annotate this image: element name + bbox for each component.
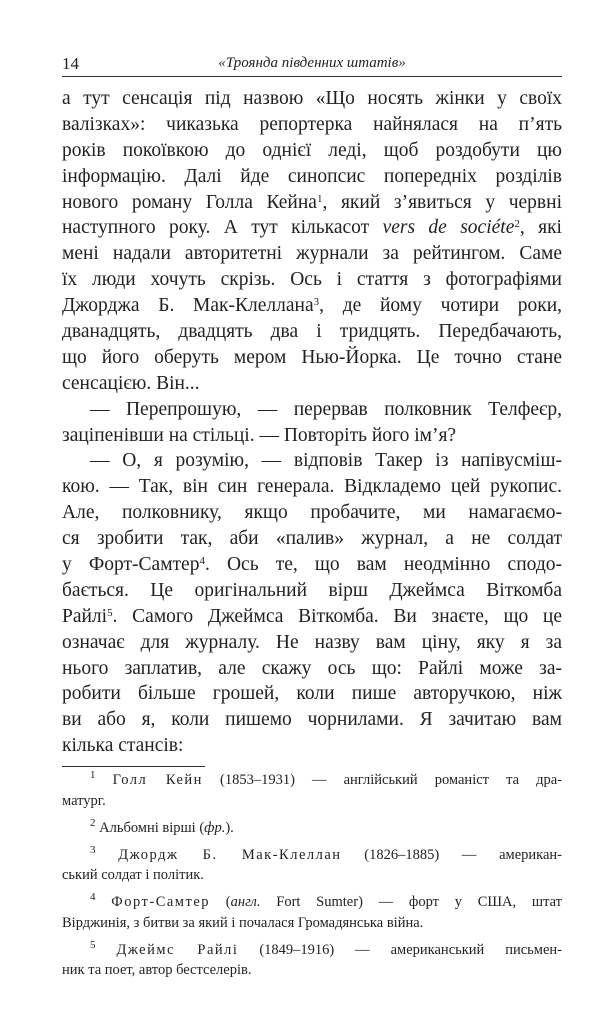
text-line: [62, 500, 562, 526]
footnote-marker: 2: [514, 218, 520, 231]
text-line: [62, 656, 562, 682]
footnote-line: [62, 865, 562, 886]
text-line: [62, 215, 562, 241]
page-header: [62, 54, 562, 77]
italic-text: англ.: [230, 894, 261, 910]
text-run: ся зробити так, аби «палив» журнал, а не солдат: [62, 528, 562, 550]
text-run: , який з’явиться у червні: [322, 191, 562, 213]
footnote-marker: 5: [90, 938, 96, 951]
text-run: [96, 847, 119, 863]
text-run: робити більше грошей, коли пише авторучкою, ніж: [62, 683, 562, 705]
text-run: а тут сенсація під назвою «Що носять жінки у своїх: [62, 88, 562, 109]
text-line: [62, 552, 562, 578]
text-run: кою. — Так, він син генерала. Відкладемо цей рукопис.: [62, 476, 562, 498]
text-line: [62, 630, 562, 656]
text-line: [62, 164, 562, 190]
footnote-marker: 3: [313, 296, 320, 309]
text-run: (1849–1916) — американський письмен-: [238, 941, 562, 958]
text-run: Fort Sumter) — форт у США, штат: [260, 894, 562, 910]
footnote-line: [62, 960, 562, 981]
text-run: матург.: [62, 792, 106, 809]
text-line: [62, 112, 562, 138]
text-run: Але, полковнику, якщо пробачите, ми намагаємо-: [62, 502, 562, 524]
italic-text: vers de sociéte: [382, 217, 515, 239]
text-run: (1853–1931) — англійський романіст та дра-: [202, 772, 563, 788]
running-title: «Троянда південних штатів»: [218, 55, 406, 71]
text-run: сенсацією. Він...: [62, 372, 200, 394]
text-line: [62, 319, 562, 345]
text-line: [62, 86, 562, 112]
text-run: Форт-Самтер: [111, 894, 211, 910]
text-run: . Ось те, що вам неодмінно сподо-: [204, 554, 562, 576]
text-run: нового роману Голла Кейна: [62, 191, 317, 213]
text-run: їх люди хочуть скрізь. Ось і стаття з фотографіями: [62, 269, 562, 291]
text-run: дванадцять, двадцять два і тридцять. Передбачають,: [62, 321, 562, 343]
footnote-marker: 4: [90, 891, 96, 903]
text-line: [62, 138, 562, 164]
text-line: [62, 448, 562, 474]
text-run: , які: [519, 217, 562, 239]
footnote-marker: 1: [316, 192, 323, 205]
text-run: що його оберуть мером Нью-Йорка. Це точно стане: [62, 346, 562, 368]
footnote-line: [62, 913, 562, 934]
text-run: валізках»: чиказька репортерка найнялася на п’ять: [62, 113, 562, 135]
page-number: 14: [62, 54, 79, 73]
text-line: [62, 733, 562, 759]
text-run: Джеймс Райлі: [116, 941, 239, 958]
text-run: Джордж Б. Мак-Клеллан: [118, 846, 342, 863]
text-line: [62, 526, 562, 552]
text-run: Альбомні вірші (: [95, 819, 205, 836]
footnote-marker: 3: [90, 843, 96, 856]
text-line: [62, 190, 562, 216]
text-run: — О, я розумію, — відповів Такер із напівусміш-: [90, 450, 562, 472]
text-line: [62, 604, 562, 630]
text-run: Голл Кейн: [112, 772, 203, 788]
footnote-line: [62, 791, 562, 812]
footnote-separator: [62, 766, 205, 767]
text-run: ).: [225, 819, 234, 836]
footnote-marker: 2: [90, 816, 96, 829]
text-run: у Форт-Самтер: [62, 554, 200, 576]
body-text: [62, 86, 562, 759]
text-run: [96, 772, 113, 788]
text-line: [62, 474, 562, 500]
footnote-marker: 5: [107, 606, 113, 619]
text-run: ник та поет, автор бестселерів.: [62, 962, 252, 978]
text-line: [62, 707, 562, 733]
text-run: , де йому чотири роки,: [319, 295, 562, 317]
text-run: інформацію. Далі йде синопсис попередніх розділів: [62, 165, 562, 187]
text-line: [62, 578, 562, 604]
text-run: мені надали авторитетні журнали за рейтингом. Саме: [62, 243, 562, 265]
text-run: кілька стансів:: [62, 735, 184, 757]
text-line: [62, 423, 562, 449]
text-run: нього заплатив, але скажу ось що: Райлі може за-: [62, 657, 562, 679]
text-run: років покоївкою до однієї леді, щоб роздобути цю: [62, 139, 562, 161]
text-line: [62, 267, 562, 293]
footnote-line: [62, 818, 562, 839]
footnote-marker: 1: [90, 769, 96, 781]
text-run: Вірджинія, з битви за який і почалася Громадянська війна.: [62, 914, 424, 931]
footnote-line: [62, 845, 562, 866]
italic-text: фр.: [204, 819, 226, 836]
text-run: — Перепрошую, — перервав полковник Телфеєр,: [90, 398, 562, 420]
text-run: ви або я, коли пишемо чорнилами. Я зачитаю вам: [62, 709, 562, 731]
text-line: [62, 293, 562, 319]
text-run: означає для журналу. Не назву вам ціну, яку я за: [62, 631, 562, 653]
footnote-line: [62, 940, 562, 961]
text-run: Райлі: [62, 605, 108, 627]
footnote-marker: 4: [199, 555, 205, 568]
text-line: [62, 241, 562, 267]
text-run: (1826–1885) — американ-: [341, 846, 563, 863]
text-run: [96, 942, 117, 958]
text-run: бається. Це оригінальний вірш Джеймса Віткомба: [62, 579, 562, 601]
text-line: [62, 371, 562, 397]
text-line: [62, 681, 562, 707]
text-run: (: [210, 894, 231, 910]
text-run: наступного року. А тут кількасот: [62, 217, 383, 239]
text-line: [62, 345, 562, 371]
footnote-line: [62, 770, 562, 791]
text-run: Джорджа Б. Мак-Клеллана: [62, 295, 314, 317]
footnotes: [62, 770, 562, 987]
text-run: ський солдат і політик.: [62, 867, 204, 883]
footnote-line: [62, 892, 562, 913]
text-run: заціпенівши на стільці. — Повторіть його ім’я?: [62, 424, 457, 446]
text-run: . Самого Джеймса Віткомба. Ви знаєте, що це: [112, 605, 562, 627]
text-run: [96, 894, 112, 910]
text-line: [62, 397, 562, 423]
